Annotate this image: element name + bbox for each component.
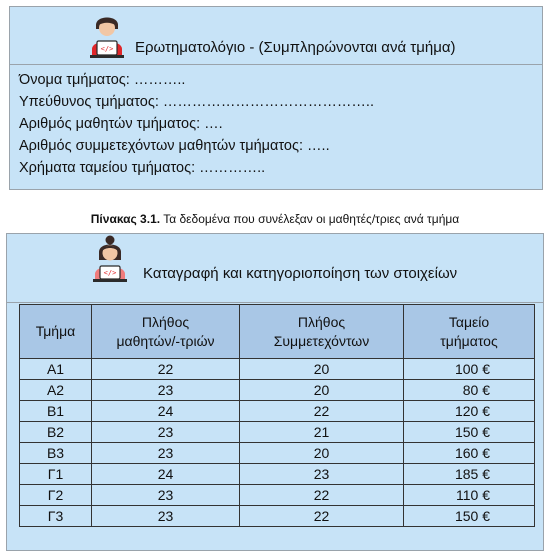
table-row bbox=[20, 401, 535, 422]
cell-participants: 21 bbox=[240, 422, 404, 443]
cell-students: 23 bbox=[92, 485, 240, 506]
header-student-count: Πλήθος μαθητών/-τριών bbox=[92, 305, 240, 359]
svg-text:</>: </> bbox=[100, 45, 114, 53]
table-row bbox=[20, 464, 535, 485]
table-row bbox=[20, 380, 535, 401]
table-caption bbox=[0, 212, 550, 226]
table-row bbox=[20, 422, 535, 443]
questionnaire-panel bbox=[9, 6, 543, 190]
student-girl-laptop-icon bbox=[89, 234, 131, 282]
caption-text: Τα δεδομένα που συνέλεξαν οι μαθητές/τριες ανά τμήμα bbox=[160, 212, 460, 226]
svg-text:</>: </> bbox=[103, 269, 117, 277]
class-data-table bbox=[19, 304, 535, 527]
field-student-count: Αριθμός μαθητών τμήματος: …. bbox=[19, 116, 223, 132]
cell-participants: 23 bbox=[240, 464, 404, 485]
cell-fund: 120 € bbox=[404, 401, 535, 422]
cell-students: 23 bbox=[92, 422, 240, 443]
cell-students: 23 bbox=[92, 506, 240, 527]
cell-fund: 185 € bbox=[404, 464, 535, 485]
cell-fund: 110 € bbox=[404, 485, 535, 506]
cell-participants: 22 bbox=[240, 401, 404, 422]
header-participants: Πλήθος Συμμετεχόντων bbox=[240, 305, 404, 359]
table-row bbox=[20, 443, 535, 464]
cell-participants: 20 bbox=[240, 380, 404, 401]
cell-fund: 100 € bbox=[404, 359, 535, 380]
cell-class: Α1 bbox=[20, 359, 92, 380]
cell-class: Γ2 bbox=[20, 485, 92, 506]
header-class: Τμήμα bbox=[20, 305, 92, 359]
cell-students: 23 bbox=[92, 380, 240, 401]
recording-header bbox=[7, 234, 543, 303]
cell-fund: 160 € bbox=[404, 443, 535, 464]
cell-fund: 150 € bbox=[404, 506, 535, 527]
cell-participants: 20 bbox=[240, 359, 404, 380]
cell-participants: 22 bbox=[240, 485, 404, 506]
cell-fund: 150 € bbox=[404, 422, 535, 443]
questionnaire-fields bbox=[19, 69, 374, 179]
cell-participants: 22 bbox=[240, 506, 404, 527]
caption-label: Πίνακας 3.1. bbox=[90, 212, 161, 226]
cell-participants: 20 bbox=[240, 443, 404, 464]
table-row bbox=[20, 359, 535, 380]
cell-class: Β2 bbox=[20, 422, 92, 443]
cell-students: 24 bbox=[92, 464, 240, 485]
questionnaire-header bbox=[10, 7, 542, 65]
recording-title: Καταγραφή και κατηγοριοποίηση των στοιχείων bbox=[143, 265, 458, 282]
cell-class: Α2 bbox=[20, 380, 92, 401]
cell-class: Β1 bbox=[20, 401, 92, 422]
field-class-fund: Χρήματα ταμείου τμήματος: ………….. bbox=[19, 160, 266, 176]
cell-class: Β3 bbox=[20, 443, 92, 464]
cell-class: Γ1 bbox=[20, 464, 92, 485]
field-class-supervisor: Υπεύθυνος τμήματος: …………………………………….. bbox=[19, 94, 374, 110]
table-row bbox=[20, 506, 535, 527]
header-class-fund: Ταμείο τμήματος bbox=[404, 305, 535, 359]
cell-students: 23 bbox=[92, 443, 240, 464]
questionnaire-title: Ερωτηματολόγιο - (Συμπληρώνονται ανά τμήμα) bbox=[135, 39, 456, 56]
cell-class: Γ3 bbox=[20, 506, 92, 527]
cell-students: 22 bbox=[92, 359, 240, 380]
table-header-row bbox=[20, 305, 535, 359]
recording-panel bbox=[6, 233, 544, 551]
field-participant-count: Αριθμός συμμετεχόντων μαθητών τμήματος: ….. bbox=[19, 138, 330, 154]
field-class-name: Όνομα τμήματος: ……….. bbox=[19, 72, 186, 88]
cell-students: 24 bbox=[92, 401, 240, 422]
cell-fund: 80 € bbox=[404, 380, 535, 401]
table-row bbox=[20, 485, 535, 506]
student-laptop-icon bbox=[86, 11, 128, 59]
